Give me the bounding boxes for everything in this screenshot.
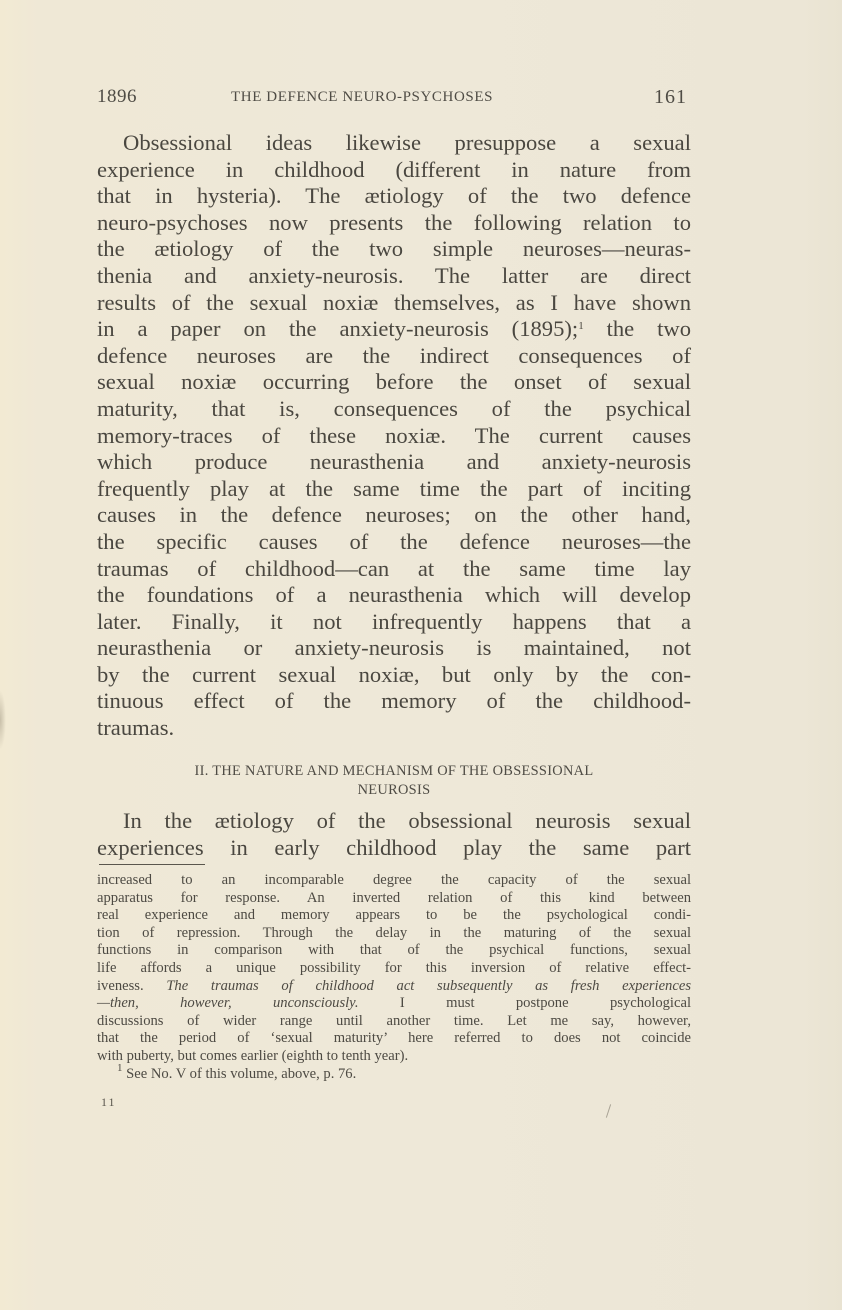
text-line: memory-traces of these noxiæ. The current causes (97, 422, 691, 448)
footnote-line (97, 978, 691, 996)
text-line: maturity, that is, consequences of the psychical (97, 395, 691, 421)
footnote-1-text: See No. V of this volume, above, p. 76. (122, 1065, 357, 1082)
footnote-line: increased to an incomparable degree the capacity of the sexual (97, 872, 691, 888)
text-line: experience in childhood (different in nature from (97, 156, 691, 182)
text-line: the ætiology of the two simple neuroses—neuras- (97, 236, 691, 262)
text-line: Obsessional ideas likewise presuppose a sexual (123, 130, 691, 155)
section-heading (97, 762, 691, 800)
text-line: the specific causes of the defence neuroses—the (97, 528, 691, 554)
text-line: experiences in early childhood play the same part (97, 834, 691, 860)
text-line: that in hysteria). The ætiology of the two defence (97, 183, 691, 209)
footnotes (97, 872, 691, 1083)
running-head-title: THE DEFENCE NEURO-PSYCHOSES (231, 89, 494, 105)
footnote-line: that the period of ‘sexual maturity’ here referred to does not coincide (97, 1030, 691, 1047)
footnote-1 (97, 1061, 691, 1084)
binding-shadow (0, 690, 6, 750)
text-line: results of the sexual noxiæ themselves, as I have shown (97, 289, 691, 315)
text-line: neurasthenia or anxiety-neurosis is maintained, not (97, 635, 691, 661)
footnote-line: real experience and memory appears to be the psychological condi- (97, 907, 691, 924)
footnote-emphasis: —then, however, unconsciously. (97, 995, 359, 1012)
text-line: frequently play at the same time the part of inciting (97, 475, 691, 501)
text-line: sexual noxiæ occurring before the onset of sexual (97, 369, 691, 395)
text-line: the foundations of a neurasthenia which will develop (97, 582, 691, 608)
signature-mark: 11 (101, 1095, 117, 1109)
footnote-line: life affords a unique possibility for this inversion of relative effect- (97, 959, 691, 976)
footnote-line: tion of repression. Through the delay in the maturing of the sexual (97, 924, 691, 941)
text-line: traumas of childhood—can at the same time lay (97, 555, 691, 581)
footnote-text: I must postpone psychological (358, 995, 691, 1012)
footnote-line: apparatus for response. An inverted relation of this kind between (97, 889, 691, 906)
running-head-year: 1896 (97, 86, 137, 107)
stray-pencil-mark (606, 1104, 611, 1118)
footnote-emphasis: The traumas of childhood act subsequently as fresh experiences (166, 977, 691, 994)
footnote-marker: 1 (117, 1061, 123, 1074)
text-line: causes in the defence neuroses; on the other hand, (97, 502, 691, 528)
footnote-line: functions in comparison with that of the psychical functions, sexual (97, 942, 691, 959)
footnote-line (97, 995, 691, 1013)
text-line (97, 316, 691, 343)
section-heading-line: NEUROSIS (357, 782, 431, 798)
text-fragment: in a paper on the anxiety-neurosis (1895); (97, 316, 579, 342)
text-line: later. Finally, it not infrequently happens that a (97, 608, 691, 634)
text-line: tinuous effect of the memory of the childhood- (97, 688, 691, 714)
text-line: neuro-psychoses now presents the following relation to (97, 209, 691, 235)
text-fragment: the two (583, 316, 691, 342)
text-line: by the current sexual noxiæ, but only by the con- (97, 661, 691, 687)
text-line: In the ætiology of the obsessional neurosis sexual (123, 808, 691, 833)
footnote-reference[interactable]: 1 (578, 320, 584, 333)
section-paragraph (97, 808, 691, 861)
footnote-text: iveness. (97, 977, 167, 994)
footnote-line: discussions of wider range until another time. Let me say, however, (97, 1012, 691, 1029)
text-line: defence neuroses are the indirect consequences of (97, 342, 691, 368)
section-heading-line: II. THE NATURE AND MECHANISM OF THE OBSESSIONAL (194, 763, 594, 779)
text-line: thenia and anxiety-neurosis. The latter are direct (97, 262, 691, 288)
page-number: 161 (654, 86, 687, 108)
running-head (97, 86, 687, 110)
text-line: which produce neurasthenia and anxiety-neurosis (97, 449, 691, 475)
footnote-divider (99, 864, 205, 865)
main-paragraph (97, 130, 691, 742)
text-line: traumas. (97, 715, 175, 741)
footnote-line: with puberty, but comes earlier (eighth to tenth year). (97, 1047, 409, 1064)
